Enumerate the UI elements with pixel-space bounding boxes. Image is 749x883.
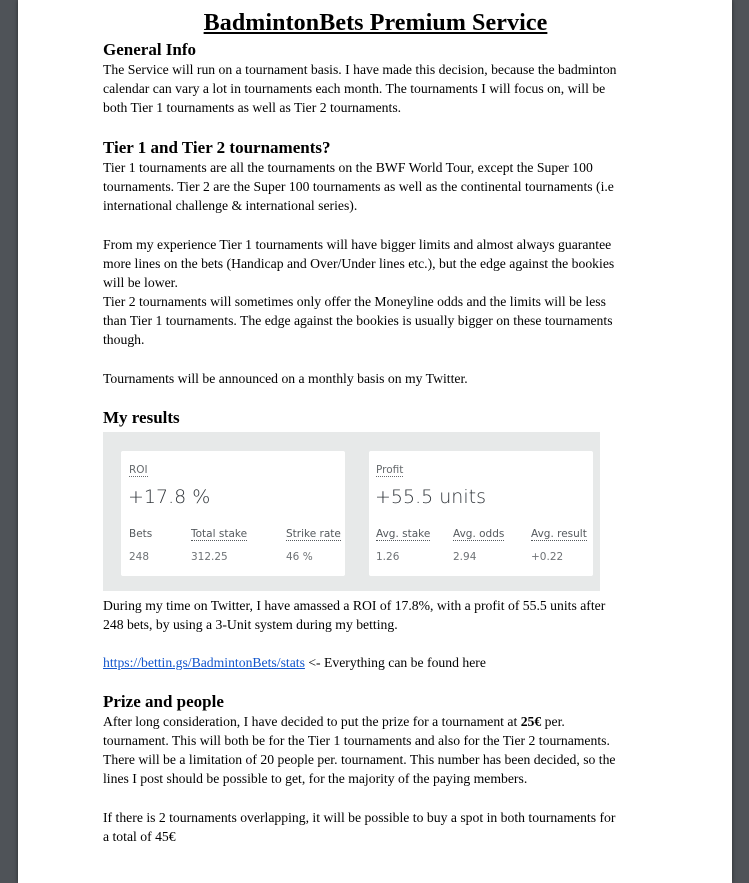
tiers-paragraph-2 [103,235,653,349]
tiers-p1-line: Tier 1 tournaments are all the tournaments on the BWF World Tour, except the Super 100 [103,160,593,175]
general-info-line: The Service will run on a tournament basis. I have made this decision, because the badminton [103,62,617,77]
tiers-p2-line: more lines on the bets (Handicap and Over/Under lines etc.), but the edge against the bookies [103,256,615,271]
avg-odds-value: 2.94 [453,551,477,563]
profit-card [369,451,593,576]
prize-line: There will be a limitation of 20 people per. tournament. This number has been decided, so the [103,752,616,767]
general-info-line: calendar can vary a lot in tournaments each month. The tournaments I will focus on, will be [103,81,606,96]
tiers-p2-line: than Tier 1 tournaments. The edge against the bookies is usually bigger on these tournaments [103,313,613,328]
strike-rate-label: Strike rate [286,528,341,540]
prize-line: tournament. This will both be for the Tier 1 tournaments and also for the Tier 2 tournaments. [103,733,610,748]
section-tiers [103,138,653,215]
prize-overlap [103,808,653,846]
tiers-p2-line: Tier 2 tournaments will sometimes only offer the Moneyline odds and the limits will be less [103,294,606,309]
results-summary [103,596,653,634]
stats-link-paragraph [103,653,653,672]
stats-link[interactable]: https://bettin.gs/BadmintonBets/stats [103,655,305,670]
tiers-p3-line: Tournaments will be announced on a monthly basis on my Twitter. [103,371,468,386]
section-general-info [103,40,653,117]
stats-link-suffix: <- Everything can be found here [304,655,486,670]
prize-line1-pre: After long consideration, I have decided to put the prize for a tournament at [103,714,521,729]
tiers-p1-line: international challenge & international series). [103,198,358,213]
results-summary-line: During my time on Twitter, I have amassed a ROI of 17.8%, with a profit of 55.5 units after [103,598,606,613]
avg-result-label: Avg. result [531,528,587,540]
stats-link-line [103,653,653,672]
avg-odds-label: Avg. odds [453,528,505,540]
bets-label: Bets [129,528,153,540]
avg-stake-label: Avg. stake [376,528,431,540]
section-results [103,408,653,428]
tiers-p2-line: From my experience Tier 1 tournaments will have bigger limits and almost always guarantee [103,237,612,252]
prize-line: lines I post should be possible to get, for the majority of the paying members. [103,771,528,786]
total-stake-label: Total stake [191,528,248,540]
total-stake-value: 312.25 [191,551,228,563]
document-title: BadmintonBets Premium Service [203,10,548,36]
tiers-p2-line: though. [103,332,145,347]
section-prize [103,692,653,788]
tiers-paragraph-3 [103,369,653,388]
general-info-line: both Tier 1 tournaments as well as Tier 2 tournaments. [103,100,402,115]
bets-value: 248 [129,551,150,563]
prize-overlap-line: a total of 45€ [103,829,176,844]
profit-label: Profit [376,464,404,476]
results-heading: My results [103,408,180,427]
prize-overlap-line: If there is 2 tournaments overlapping, it will be possible to buy a spot in both tournaments for [103,810,616,825]
tiers-p1-line: tournaments. Tier 2 are the Super 100 tournaments as well as the continental tournaments (i.e [103,179,614,194]
avg-stake-value: 1.26 [376,551,400,563]
prize-line1-post: per. [541,714,565,729]
prize-amount: 25€ [520,714,542,729]
prize-heading: Prize and people [103,692,224,711]
avg-result-value: +0.22 [531,551,564,563]
roi-card [121,451,345,576]
tiers-heading: Tier 1 and Tier 2 tournaments? [103,138,331,157]
roi-label: ROI [129,464,148,476]
strike-rate-value: 46 % [286,551,313,563]
roi-value: +17.8 % [128,486,211,508]
general-info-heading: General Info [103,40,197,59]
results-summary-line: 248 bets, by using a 3-Unit system during my betting. [103,617,398,632]
prize-line [103,712,653,731]
profit-value: +55.5 units [375,486,486,508]
tiers-p2-line: will be lower. [103,275,178,290]
results-stats-image [103,432,600,591]
